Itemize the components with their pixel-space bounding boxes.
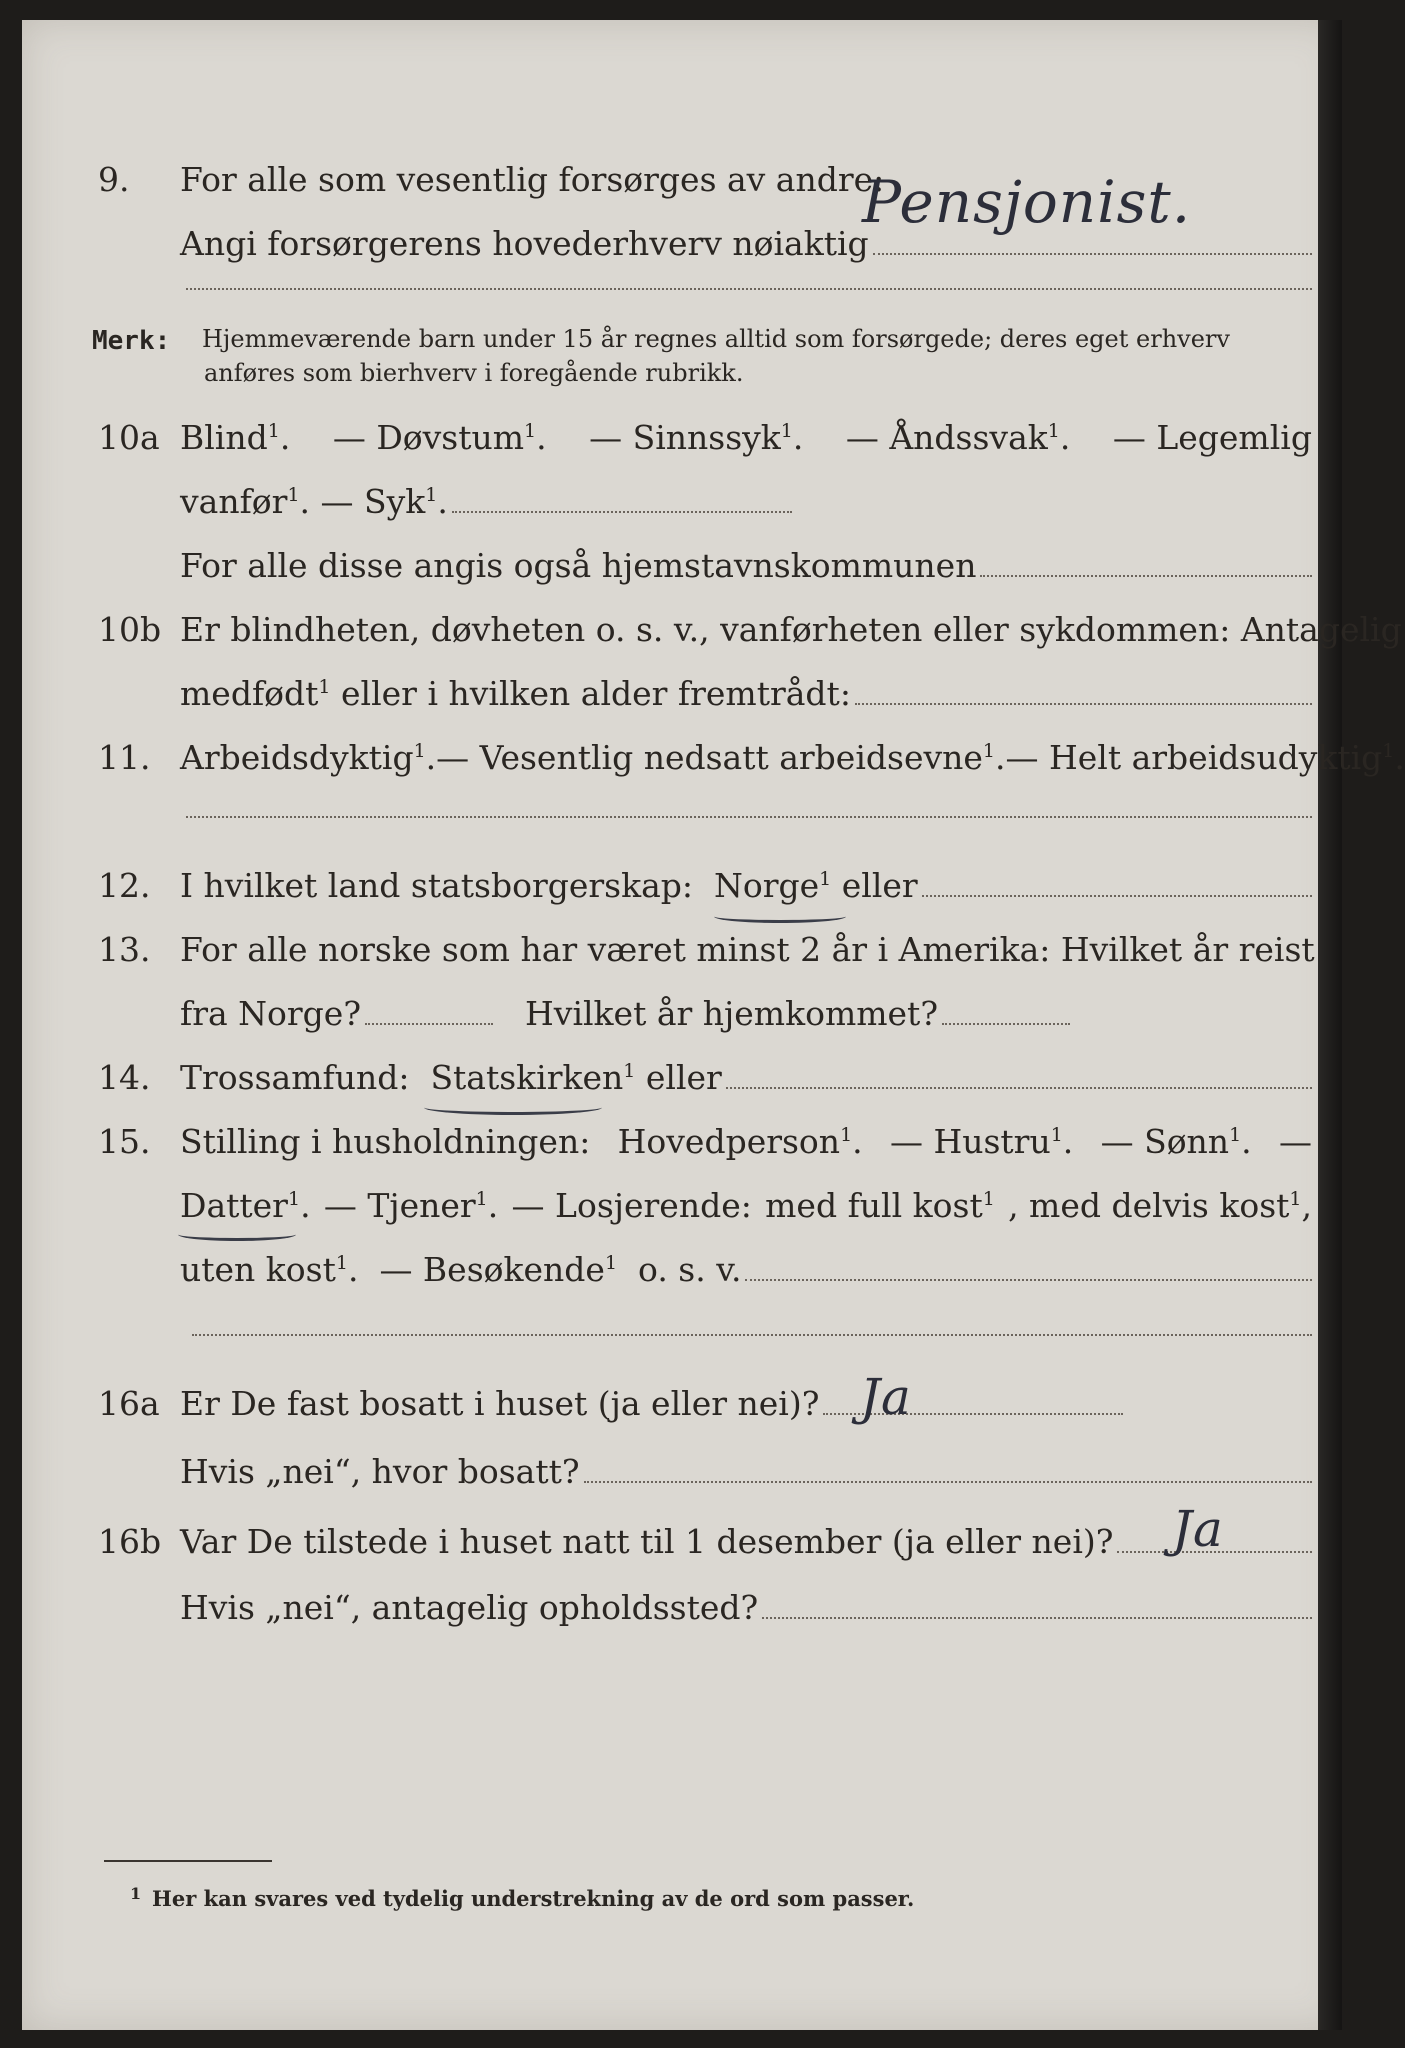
q13-reist-field[interactable] bbox=[365, 1023, 493, 1025]
footnote bbox=[130, 1884, 915, 1911]
q10b-number: 10b bbox=[98, 610, 162, 649]
q15-datter: Datter$^1$. bbox=[180, 1186, 311, 1225]
q15-full-kost: med full kost$^1$ bbox=[765, 1186, 995, 1225]
q12-answer-field[interactable] bbox=[922, 895, 1312, 897]
q11-arbeidsdyktig: Arbeidsdyktig$^1$. bbox=[180, 738, 437, 777]
q16a-text2: Hvis „nei“, hvor bosatt? bbox=[180, 1452, 580, 1491]
q13-text1: For alle norske som har været minst 2 år i Amerika: Hvilket år reist bbox=[180, 930, 1315, 969]
q14-eller: eller bbox=[645, 1058, 722, 1097]
q16a-line2 bbox=[22, 1440, 1342, 1496]
q9-handwritten-answer: Pensjonist. bbox=[862, 168, 1192, 236]
q16b-handwritten-answer: Ja bbox=[1172, 1500, 1224, 1558]
q10a-kommune-field[interactable] bbox=[980, 575, 1312, 577]
q10a-syk-field[interactable] bbox=[452, 511, 792, 513]
q10b-medfodt: medfødt$^1$ bbox=[180, 674, 331, 713]
q10a-text3: For alle disse angis også hjemstavnskommunen bbox=[180, 546, 977, 585]
q10a-line2 bbox=[22, 470, 1342, 526]
q15-hovedperson: Hovedperson$^1$. bbox=[617, 1122, 863, 1161]
q9-number: 9. bbox=[98, 160, 130, 199]
q16a-number: 16a bbox=[98, 1384, 160, 1423]
q15-line2 bbox=[22, 1174, 1342, 1230]
q16b-text1: Var De tilstede i huset natt til 1 desember (ja eller nei)? bbox=[180, 1522, 1114, 1561]
q16a-bosatt-field[interactable] bbox=[584, 1481, 1312, 1483]
q10a-dovstum: — Døvstum$^1$. bbox=[332, 418, 547, 457]
q9-text2: Angi forsørgerens hovederhverv nøiaktig bbox=[180, 224, 869, 263]
q12-norge: Norge$^1$ bbox=[714, 866, 832, 905]
q15-line3 bbox=[22, 1238, 1342, 1294]
q11-nedsatt: — Vesentlig nedsatt arbeidsevne$^1$. bbox=[436, 738, 1006, 777]
q15-number: 15. bbox=[98, 1122, 151, 1161]
q16b-opholdssted-field[interactable] bbox=[762, 1617, 1312, 1619]
merk-text2: anføres som bierhverv i foregående rubrikk. bbox=[204, 359, 744, 387]
q9-extra-line[interactable] bbox=[186, 288, 1312, 290]
q13-line1 bbox=[22, 918, 1342, 974]
q13-line2 bbox=[22, 982, 1342, 1038]
q16b-line2 bbox=[22, 1576, 1342, 1632]
q10b-text1: Er blindheten, døvheten o. s. v., vanførheten eller sykdommen: Antagelig bbox=[180, 610, 1402, 649]
merk-label: Merk: bbox=[92, 326, 171, 356]
q10b-line2 bbox=[22, 662, 1342, 718]
q15-hustru: — Hustru$^1$. bbox=[889, 1122, 1074, 1161]
merk-text1: Hjemmeværende barn under 15 år regnes alltid som forsørgede; deres eget erhverv bbox=[202, 325, 1230, 353]
q15-besokende: — Besøkende$^1$ bbox=[379, 1250, 618, 1289]
q15-osv: o. s. v. bbox=[638, 1250, 742, 1289]
q9-answer-field[interactable] bbox=[873, 253, 1312, 255]
q15-delvis-kost: , med delvis kost$^1$, bbox=[1008, 1186, 1312, 1225]
q13-fra-norge: fra Norge? bbox=[180, 994, 362, 1033]
q13-number: 13. bbox=[98, 930, 151, 969]
footnote-text: Her kan svares ved tydelig understrekning av de ord som passer. bbox=[152, 1886, 915, 1911]
q14-line bbox=[22, 1046, 1342, 1102]
form-page bbox=[22, 20, 1405, 2030]
q10a-andssvak: — Åndssvak$^1$. bbox=[845, 418, 1071, 457]
q10a-line3 bbox=[22, 534, 1342, 590]
q12-line bbox=[22, 854, 1342, 910]
q12-text: I hvilket land statsborgerskap: bbox=[180, 866, 694, 905]
q10b-line1 bbox=[22, 598, 1402, 654]
q10b-text2: eller i hvilken alder fremtrådt: bbox=[341, 674, 851, 713]
q10a-line1 bbox=[22, 406, 1342, 462]
q16a-text1: Er De fast bosatt i huset (ja eller nei)? bbox=[180, 1384, 820, 1423]
q10b-answer-field[interactable] bbox=[855, 703, 1312, 705]
merk-note bbox=[22, 320, 1342, 400]
q16b-line1 bbox=[22, 1510, 1342, 1566]
footnote-mark: 1 bbox=[130, 1884, 142, 1903]
q15-answer-field[interactable] bbox=[745, 1279, 1312, 1281]
q9-text1: For alle som vesentlig forsørges av andre: bbox=[180, 160, 885, 199]
q10a-vanfor: vanfør$^1$. bbox=[180, 482, 321, 521]
q15-losjerende: — Losjerende: bbox=[511, 1186, 752, 1225]
q14-number: 14. bbox=[98, 1058, 151, 1097]
q14-statskirken: Statskirken$^1$ bbox=[430, 1058, 636, 1097]
q15-line1 bbox=[22, 1110, 1342, 1166]
q11-udyktig: — Helt arbeidsudyktig$^1$. bbox=[1005, 738, 1405, 777]
q14-text: Trossamfund: bbox=[180, 1058, 410, 1097]
q10a-syk: — Syk$^1$. bbox=[320, 482, 448, 521]
q13-hjemkommet-field[interactable] bbox=[942, 1023, 1070, 1025]
q16b-text2: Hvis „nei“, antagelig opholdssted? bbox=[180, 1588, 759, 1627]
footnote-rule bbox=[104, 1860, 272, 1862]
q10a-legemlig: — Legemlig bbox=[1112, 418, 1312, 457]
q10a-sinnssyk: — Sinnssyk$^1$. bbox=[589, 418, 804, 457]
q12-number: 12. bbox=[98, 866, 151, 905]
q15-dash: — bbox=[1278, 1122, 1312, 1161]
q15-sonn: — Sønn$^1$. bbox=[1100, 1122, 1252, 1161]
q10a-number: 10a bbox=[98, 418, 160, 457]
q11-line bbox=[22, 726, 1405, 782]
q15-extra-line[interactable] bbox=[192, 1334, 1312, 1336]
q16a-line1 bbox=[22, 1372, 1342, 1428]
q15-stilling: Stilling i husholdningen: bbox=[180, 1122, 591, 1161]
q13-hjemkommet: Hvilket år hjemkommet? bbox=[525, 994, 939, 1033]
q11-number: 11. bbox=[98, 738, 151, 777]
q11-extra-line[interactable] bbox=[186, 816, 1312, 818]
q10a-blind: Blind$^1$. bbox=[180, 418, 291, 457]
q14-answer-field[interactable] bbox=[726, 1087, 1312, 1089]
q16b-number: 16b bbox=[98, 1522, 162, 1561]
q12-eller: eller bbox=[841, 866, 918, 905]
q16a-handwritten-answer: Ja bbox=[860, 1368, 912, 1426]
q15-tjener: — Tjener$^1$. bbox=[323, 1186, 499, 1225]
q15-uten-kost: uten kost$^1$. bbox=[180, 1250, 380, 1289]
